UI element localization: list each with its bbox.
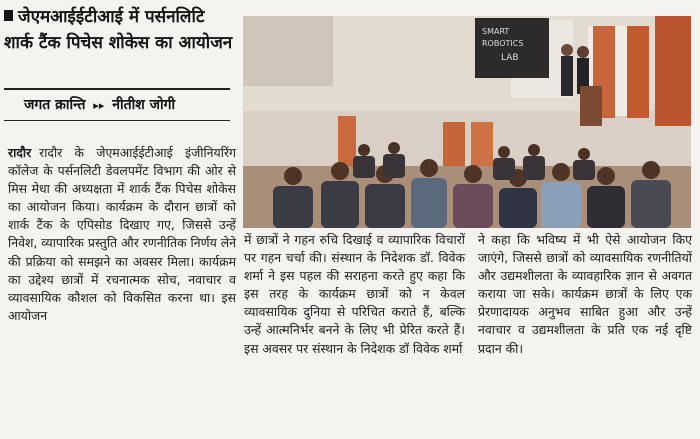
board-text-2: ROBOTICS [482, 39, 524, 48]
dateline: रादौर [8, 145, 32, 160]
byline-separator-icon: ▸▸ [93, 99, 105, 112]
board-text-1: SMART [482, 27, 510, 36]
byline-author: नीतीश जोगी [112, 97, 176, 113]
headline-bullet-icon [4, 10, 13, 21]
headline-line-2: शार्क टैंक पिचेस शोकेस का आयोजन [4, 33, 233, 53]
event-photo [243, 16, 691, 228]
article-column-2 [244, 231, 465, 358]
article-column-3 [478, 231, 692, 358]
byline [24, 95, 175, 114]
byline-source: जगत क्रान्ति [24, 97, 86, 113]
headline [4, 4, 240, 56]
byline-rule-bottom [4, 120, 230, 121]
article-column-1 [8, 144, 236, 325]
column-2-text: में छात्रों ने गहन रुचि दिखाई व व्यापारिक विचारों पर गहन चर्चा की। संस्थान के निदेशक डॉ. विवेक शर्मा ने इस पहल की सराहना करते हुए कहा कि इस तरह के कार्यक्रम छात्रों को न केवल व्यावसायिक दुनिया से परिचित कराते हैं, बल्कि उन्हें आत्मनिर्भर बनने के लिए भी प्रेरित करते हैं। इस अवसर पर संस्थान के निदेशक डॉ विवेक शर्मा [244, 232, 465, 356]
board-text-3: LAB [501, 53, 519, 63]
column-1-text: रादौर के जेएमआईईटीआई इंजीनियरिंग कॉलेज के पर्सनलिटी डेवलपमेंट विभाग की ओर से मिस मेधा की अध्यक्षता में शार्क टैंक पिचेस शोकेस का आयोजन किया। कार्यक्रम के दौरान छात्रों को शार्क टैंक के एपिसोड दिखाए गए, जिससे उन्हें निवेश, व्यापारिक प्रस्तुति और रणनीतिक निर्णय लेने की प्रक्रिया को समझने का अवसर मिला। कार्यक्रम का उद्देश्य छात्रों में रचनात्मक सोच, नवाचार व व्यावसायिक कौशल को विकसित करना था। इस आयोजन [8, 145, 237, 323]
headline-line-1: जेएमआईईटीआई में पर्सनलिटि [18, 7, 205, 27]
byline-rule-top [4, 88, 230, 90]
column-3-text: ने कहा कि भविष्य में भी ऐसे आयोजन किए जाएंगे, जिससे छात्रों को व्यावसायिक रणनीतियों और उद्यमशीलता के व्यावहारिक ज्ञान से अवगत कराया जा सके। कार्यक्रम छात्रों के लिए एक प्रेरणादायक अनुभव साबित हुआ और उन्हें नवाचार व उद्यमशीलता के प्रति एक नई दृष्टि प्रदान की। [478, 232, 692, 356]
